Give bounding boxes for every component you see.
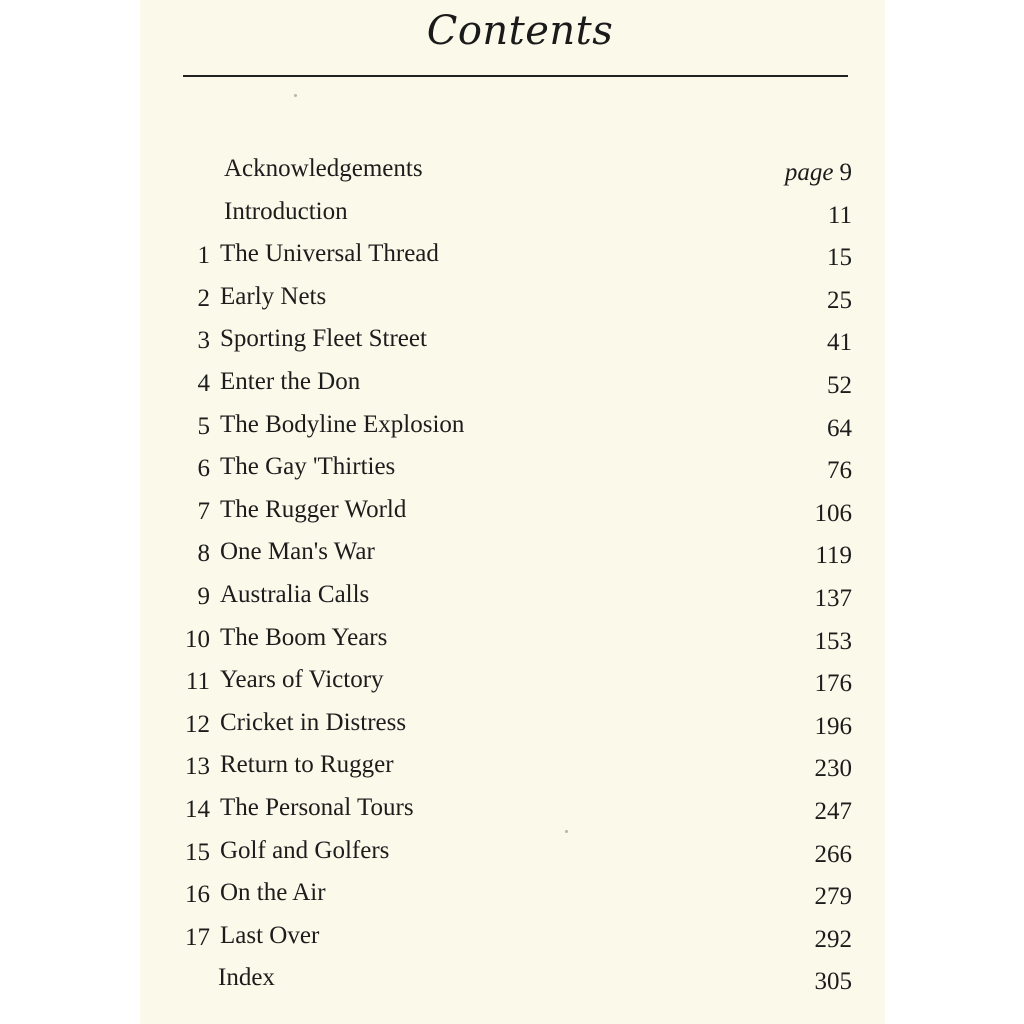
chapter-title: The Rugger World [220, 495, 407, 523]
chapter-number: 16 [185, 881, 210, 909]
chapter-number: 2 [197, 284, 210, 312]
toc-entry-introduction [0, 192, 1024, 235]
chapter-title: Cricket in Distress [220, 708, 407, 736]
toc-entry [0, 831, 1024, 874]
toc-entry [0, 405, 1024, 448]
toc-entry [0, 660, 1024, 703]
page-number: 196 [814, 712, 852, 740]
page-label: page [784, 159, 834, 186]
toc-entry [0, 277, 1024, 320]
page-number: 25 [827, 286, 852, 314]
page-number: 15 [827, 244, 852, 272]
toc-entry [0, 447, 1024, 490]
chapter-title: Golf and Golfers [220, 836, 390, 864]
chapter-number: 8 [197, 540, 210, 568]
chapter-title: Australia Calls [220, 580, 370, 608]
chapter-number: 10 [185, 625, 210, 653]
chapter-title: Enter the Don [220, 367, 361, 395]
toc-entry [0, 234, 1024, 277]
chapter-number: 4 [197, 369, 210, 397]
toc-entry-acknowledgements [0, 149, 1024, 192]
toc-entry-index [0, 958, 1024, 1001]
chapter-title: Early Nets [220, 282, 327, 310]
contents-list [0, 149, 1024, 1001]
page-title: Contents [426, 8, 614, 54]
chapter-title: The Personal Tours [220, 793, 414, 821]
chapter-title: Years of Victory [220, 666, 384, 694]
page-number: 119 [815, 542, 852, 570]
page-number: 266 [814, 840, 852, 868]
chapter-title: One Man's War [220, 538, 375, 566]
toc-entry [0, 916, 1024, 959]
page-value: 9 [839, 159, 852, 186]
page-number: 76 [827, 457, 852, 485]
chapter-title: Last Over [220, 921, 320, 949]
chapter-number: 1 [197, 242, 210, 270]
chapter-title: Return to Rugger [220, 751, 394, 779]
chapter-title: Index [218, 964, 275, 992]
chapter-number: 9 [197, 582, 210, 610]
page-number: 247 [814, 797, 852, 825]
toc-entry [0, 575, 1024, 618]
chapter-number: 3 [197, 327, 210, 355]
page-number: 230 [814, 755, 852, 783]
chapter-title: The Boom Years [220, 623, 388, 651]
chapter-number: 5 [197, 412, 210, 440]
chapter-number: 12 [185, 710, 210, 738]
toc-entry [0, 532, 1024, 575]
page-number: 305 [814, 968, 852, 996]
chapter-number: 13 [185, 753, 210, 781]
chapter-title: The Gay 'Thirties [220, 453, 396, 481]
chapter-number: 7 [197, 497, 210, 525]
page-number: 41 [827, 329, 852, 357]
chapter-number: 14 [185, 795, 210, 823]
page-number: 176 [814, 670, 852, 698]
page-number: 52 [827, 371, 852, 399]
page-number: 292 [814, 925, 852, 953]
page-number [785, 159, 852, 187]
toc-entry [0, 745, 1024, 788]
page-number: 106 [814, 499, 852, 527]
page-number: 153 [814, 627, 852, 655]
chapter-title: Introduction [224, 197, 348, 225]
page-number: 64 [827, 414, 852, 442]
page-number: 137 [814, 584, 852, 612]
toc-entry [0, 490, 1024, 533]
paper-speck [294, 94, 297, 97]
chapter-number: 11 [185, 668, 210, 696]
heading-rule [183, 75, 848, 77]
chapter-title: The Bodyline Explosion [220, 410, 465, 438]
chapter-title: The Universal Thread [220, 240, 439, 268]
toc-entry [0, 788, 1024, 831]
toc-entry [0, 873, 1024, 916]
toc-entry [0, 362, 1024, 405]
chapter-number: 15 [185, 838, 210, 866]
toc-entry [0, 319, 1024, 362]
chapter-title: Acknowledgements [224, 155, 423, 182]
chapter-title: Sporting Fleet Street [220, 325, 427, 353]
page-number: 279 [814, 883, 852, 911]
toc-entry [0, 618, 1024, 661]
toc-entry [0, 703, 1024, 746]
chapter-number: 17 [185, 923, 210, 951]
page-number: 11 [827, 201, 852, 229]
chapter-number: 6 [197, 455, 210, 483]
chapter-title: On the Air [220, 879, 326, 907]
